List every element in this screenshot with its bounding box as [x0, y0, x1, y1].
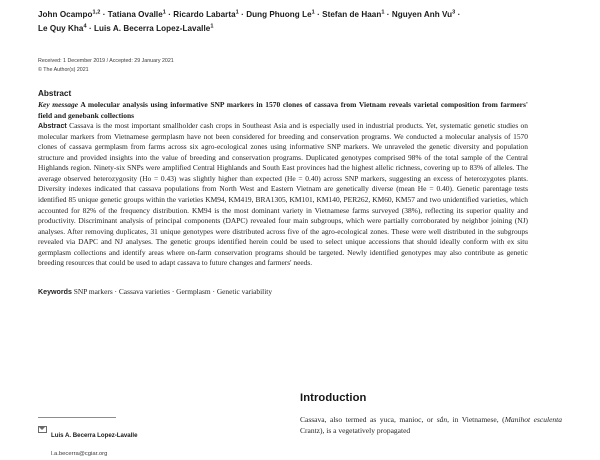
author-affiliation-marker: 3 [452, 9, 456, 16]
intro-species-name: Manihot esculenta [504, 415, 562, 424]
abstract-heading: Abstract [38, 89, 72, 98]
author-separator: · [165, 10, 174, 19]
footnote-text-group [51, 424, 137, 460]
keywords-values [74, 287, 272, 296]
author-affiliation-marker: 1 [210, 22, 214, 29]
key-message-label: Key message [38, 100, 79, 109]
footnote-row [38, 424, 270, 460]
keyword-separator: · [169, 286, 175, 296]
keyword-item: Germplasm [176, 286, 211, 296]
author-list [38, 8, 562, 35]
author-separator: · [455, 10, 461, 19]
author-line-1 [38, 8, 562, 22]
keyword-separator: · [112, 286, 118, 296]
key-message [38, 100, 528, 121]
author-name: Le Quy Kha [38, 23, 84, 33]
abstract-paragraph [38, 121, 528, 269]
author-name: Ricardo Labarta [173, 10, 236, 19]
intro-italic-term: sắn [436, 415, 448, 424]
introduction-heading: Introduction [300, 392, 367, 404]
keywords-line [38, 287, 528, 297]
intro-text-segment: , in Vietnamese, ( [447, 415, 505, 424]
footnote-divider [38, 417, 116, 418]
corresponding-author-email[interactable]: l.a.becerra@cgiar.org [51, 451, 108, 457]
author-separator: · [384, 10, 392, 19]
author-affiliation-marker: 1 [381, 9, 385, 16]
keyword-item: Genetic variability [216, 286, 273, 296]
author-name: Luis A. Becerra Lopez-Lavalle [94, 23, 211, 33]
introduction-section [300, 392, 562, 436]
author-affiliation-marker: 1 [311, 9, 315, 16]
keywords-label: Keywords [38, 287, 72, 296]
envelope-icon [38, 426, 47, 433]
author-line-2 [38, 22, 562, 36]
author-name: Tatiana Ovalle [107, 10, 163, 19]
author-name: Nguyen Anh Vu [391, 10, 453, 19]
author-affiliation-marker: 1,2 [92, 9, 101, 16]
author-separator: · [238, 10, 247, 19]
key-message-text: A molecular analysis using informative SNP markers in 1570 clones of cassava from Vietnam reveals varietal composition from farmers' field and genebank collections [38, 100, 528, 120]
author-affiliation-marker: 1 [162, 9, 166, 16]
keyword-separator: · [210, 286, 215, 296]
abstract-body: Cassava is the most important smallholder cash crops in Southeast Asia and is especially used in industrial products. Yet, systematic genetic studies on molecular markers from Vietnamese germplasm have not been considered for breeding and conservation programs. We conducted a molecular analysis of 1570 clones of cassava germplasm from farms across six agro-ecological zones using informative SNP markers. We unraveled the genetic diversity and population structure and provided insights into the value of breeding and conservation programs. Duplicated genotypes comprised 98% of the total sample of the Central Highlands region. Ninety-six SNPs were amplified Central Highlands and South East provinces had the highest allelic richness, covering up to 83% of alleles. The average observed heterozygosity (Ho = 0.43) was slightly higher than expected (He = 0.40) across SNP markers, suggesting an excess of heterozygotes plants. Diversity indexes indicated that cassava populations from North West and Eastern Vietnam are genetically diverse (mean He = 0.40). Genetic parentage tests identified 85 unique genetic groups within the varieties KM94, KM419, BRA1305, KM101, KM140, PER262, KM60, KM57 and two unidentified varieties, which accounted for 82% of the frequency distribution. KM94 is the most dominant variety in Vietnamese farms surveyed (38%), reflecting its superior quality and productivity. Discriminant analysis of principal components (DAPC) revealed four main subgroups, which were partially corroborated by neighbor joining (NJ) analyses. After removing duplicates, 31 unique genotypes were distributed across five of the agro-ecological zones. These were well distributed in the subgroups revealed via DAPC and NJ analyses. The genetic groups identified herein could be used to select unique accessions that should ideally conform with ex situ germplasm collections and identify areas where on-farm conservation programs should be targeted. Newly identified genotypes may also contribute as genetic breeding resources that could be used to adapt cassava to future changes and farmers' needs. [38, 121, 528, 268]
author-name: John Ocampo [38, 10, 93, 19]
abstract-section [38, 89, 528, 269]
received-accepted-date: Received: 1 December 2019 / Accepted: 29 January 2021 [38, 58, 174, 65]
copyright-line: © The Author(s) 2021 [38, 66, 89, 73]
author-separator: · [86, 23, 94, 33]
author-separator: · [314, 10, 323, 19]
author-separator: · [100, 10, 108, 19]
author-affiliation-marker: 4 [83, 22, 87, 29]
keyword-item: SNP markers [73, 286, 113, 296]
corresponding-author-footnote [38, 417, 270, 460]
intro-text-segment: Crantz), is a vegetatively propagated [300, 425, 411, 435]
author-name: Dung Phuong Le [246, 10, 312, 19]
introduction-paragraph [300, 415, 562, 436]
publication-history [38, 57, 562, 74]
intro-text-segment: Cassava, also termed as yuca, manioc, or [300, 415, 437, 424]
abstract-label: Abstract [38, 122, 67, 131]
author-affiliation-marker: 1 [235, 9, 239, 16]
keyword-item: Cassava varieties [118, 286, 170, 296]
author-name: Stefan de Haan [322, 10, 382, 19]
corresponding-author-name: Luis A. Becerra Lopez-Lavalle [51, 432, 138, 439]
